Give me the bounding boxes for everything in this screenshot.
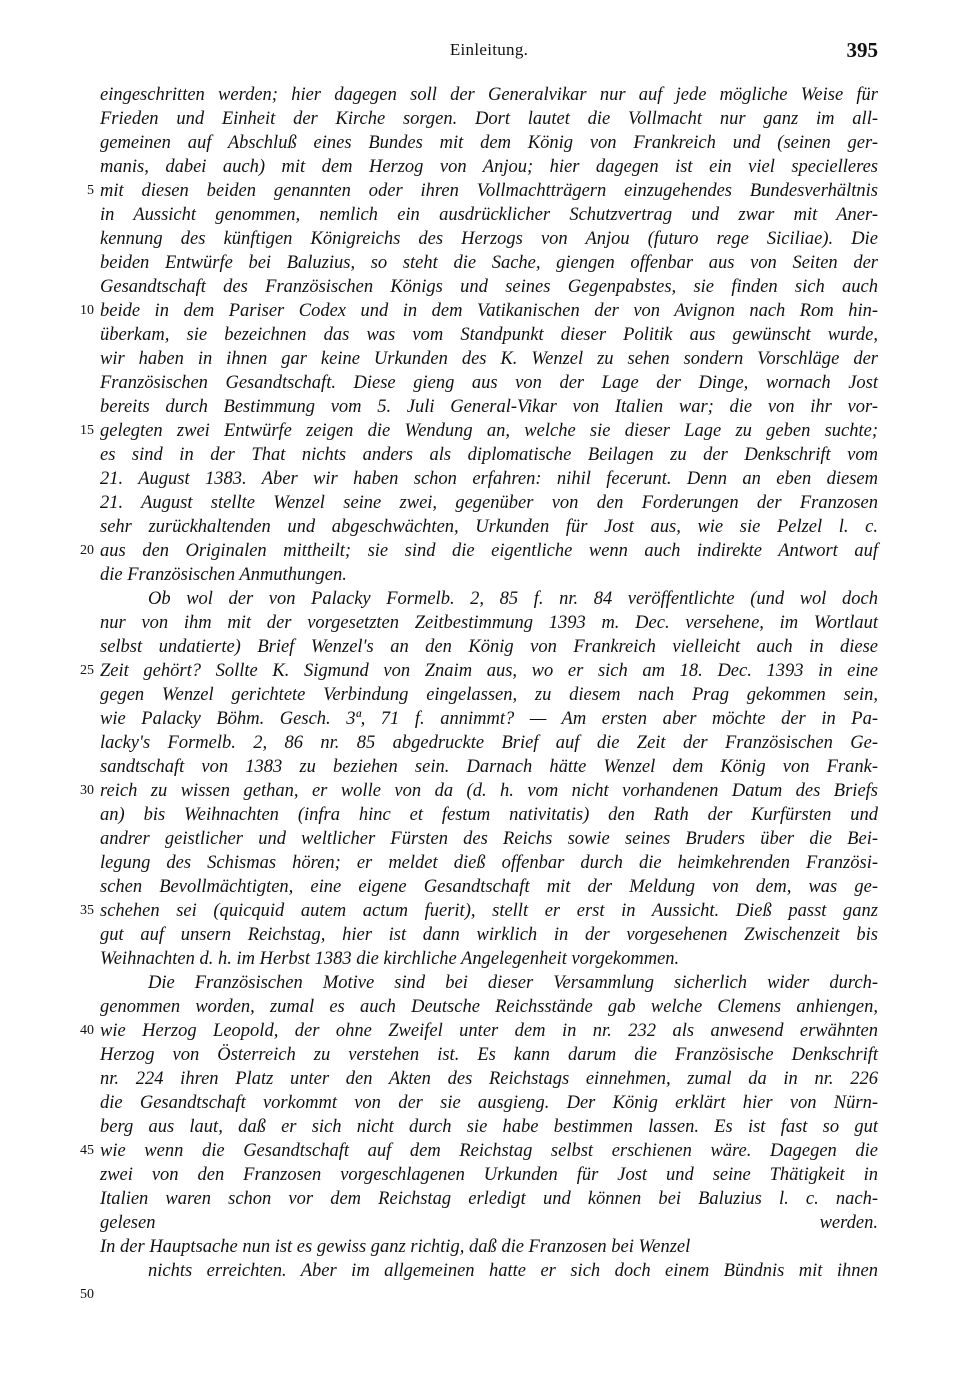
text-line: Ob wol der von Palacky Formelb. 2, 85 f. nr. 84 veröffentlichte (und wol doch <box>148 589 878 609</box>
text-line: In der Hauptsache nun ist es gewiss ganz richtig, daß die Franzosen bei Wenzel <box>100 1237 691 1257</box>
text-line: in Aussicht genommen, nemlich ein ausdrücklicher Schutzvertrag und zwar mit Aner- <box>100 205 878 225</box>
text-line: selbst undatierte) Brief Wenzel's an den König von Frankreich vielleicht auch in diese <box>100 637 878 657</box>
text-line: gelegten zwei Entwürfe zeigen die Wendung an, welche sie dieser Lage zu geben suchte; <box>100 421 878 441</box>
text-line: reich zu wissen gethan, er wolle von da (d. h. vom nicht vorhandenen Datum des Briefs <box>100 781 878 801</box>
text-line: sehr zurückhaltenden und abgeschwächten, Urkunden für Jost aus, wie sie Pelzel l. c. <box>100 517 878 537</box>
text-line: kennung des künftigen Königreichs des Herzogs von Anjou (futuro rege Siciliae). Die <box>100 229 878 249</box>
text-line: beide in dem Pariser Codex und in dem Vatikanischen der von Avignon nach Rom hin- <box>100 301 878 321</box>
text-line: lacky's Formelb. 2, 86 nr. 85 abgedruckte Brief auf die Zeit der Französischen Ge- <box>100 733 878 753</box>
text-line: aus den Originalen mittheilt; sie sind die eigentliche wenn auch indirekte Antwort auf <box>100 541 878 561</box>
line-number: 30 <box>80 783 94 798</box>
text-line: andrer geistlicher und weltlicher Fürsten des Reichs sowie seines Bruders über die Bei- <box>100 829 878 849</box>
text-line: nr. 224 ihren Platz unter den Akten des Reichstags einnehmen, zumal da in nr. 226 <box>100 1069 878 1089</box>
text-line: 21. August 1383. Aber wir haben schon erfahren: nihil fecerunt. Denn an eben diesem <box>100 469 878 489</box>
text-line: 21. August stellte Wenzel seine zwei, gegenüber von den Forderungen der Franzosen <box>100 493 878 513</box>
page-header <box>100 40 878 64</box>
text-line: beiden Entwürfe bei Baluzius, so steht die Sache, giengen offenbar aus von Seiten der <box>100 253 878 273</box>
line-number: 5 <box>87 183 94 198</box>
text-line: schen Bevollmächtigten, eine eigene Gesandtschaft mit der Meldung von dem, was ge- <box>100 877 878 897</box>
text-line: an) bis Weihnachten (infra hinc et festum nativitatis) den Rath der Kurfürsten und <box>100 805 878 825</box>
text-line: Zeit gehört? Sollte K. Sigmund von Znaim aus, wo er sich am 18. Dec. 1393 in eine <box>100 661 878 681</box>
text-line: Herzog von Österreich zu verstehen ist. Es kann darum die Französische Denkschrift <box>100 1045 878 1065</box>
text-line: bereits durch Bestimmung vom 5. Juli General-Vikar von Italien war; die von ihr vor- <box>100 397 878 417</box>
text-line: nur von ihm mit der vorgesetzten Zeitbestimmung 1393 m. Dec. versehene, im Wortlaut <box>100 613 878 633</box>
text-line: wie Herzog Leopold, der ohne Zweifel unter dem in nr. 232 als anwesend erwähnten <box>100 1021 878 1041</box>
text-line: gelesen werden. <box>100 1213 878 1233</box>
text-line: die Gesandtschaft vorkommt von der sie ausgieng. Der König erklärt hier von Nürn- <box>100 1093 878 1113</box>
text-line: schehen sei (quicquid autem actum fuerit), stellt er erst in Aussicht. Dieß passt ganz <box>100 901 878 921</box>
text-line: Italien waren schon vor dem Reichstag erledigt und können bei Baluzius l. c. nach- <box>100 1189 878 1209</box>
text-line: Weihnachten d. h. im Herbst 1383 die kirchliche Angelegenheit vorgekommen. <box>100 949 680 969</box>
text-line: gut auf unsern Reichstag, hier ist dann wirklich in der vorgesehenen Zwischenzeit bis <box>100 925 878 945</box>
running-head: Einleitung. <box>449 40 529 59</box>
text-line: wir haben in ihnen gar keine Urkunden des K. Wenzel zu sehen sondern Vorschläge der <box>100 349 878 369</box>
text-line: es sind in der That nichts anders als diplomatische Beilagen zu der Denkschrift vom <box>100 445 878 465</box>
text-line: manis, dabei auch) mit dem Herzog von Anjou; hier dagegen ist ein viel specielleres <box>100 157 878 177</box>
text-line: nichts erreichten. Aber im allgemeinen hatte er sich doch einem Bündnis mit ihnen <box>148 1261 878 1281</box>
line-number: 40 <box>80 1023 94 1038</box>
text-line: sandtschaft von 1383 zu beziehen sein. Darnach hätte Wenzel dem König von Frank- <box>100 757 878 777</box>
line-number: 15 <box>80 423 94 438</box>
text-line: wie Palacky Böhm. Gesch. 3ª, 71 f. annimmt? — Am ersten aber möchte der in Pa- <box>100 709 878 729</box>
text-line: Frieden und Einheit der Kirche sorgen. Dort lautet die Vollmacht nur ganz im all- <box>100 109 878 129</box>
text-line: gemeinen auf Abschluß eines Bundes mit dem König von Frankreich und (seinen ger- <box>100 133 878 153</box>
line-number: 10 <box>80 303 94 318</box>
text-line: wie wenn die Gesandtschaft auf dem Reichstag selbst erschienen wäre. Dagegen die <box>100 1141 878 1161</box>
line-number: 50 <box>80 1287 94 1302</box>
text-line: zwei von den Franzosen vorgeschlagenen Urkunden für Jost und seine Thätigkeit in <box>100 1165 878 1185</box>
text-line: berg aus laut, daß er sich nicht durch sie habe bestimmen lassen. Es ist fast so gut <box>100 1117 878 1137</box>
line-number: 20 <box>80 543 94 558</box>
text-line: mit diesen beiden genannten oder ihren Vollmachtträgern einzugehendes Bundesverhältnis <box>100 181 878 201</box>
line-number: 35 <box>80 903 94 918</box>
line-number: 25 <box>80 663 94 678</box>
text-line: gegen Wenzel gerichtete Verbindung eingelassen, zu diesem nach Prag gekommen sein, <box>100 685 878 705</box>
text-line: eingeschritten werden; hier dagegen soll der Generalvikar nur auf jede mögliche Weise für <box>100 85 878 105</box>
page-number: 395 <box>846 38 878 62</box>
text-line: Die Französischen Motive sind bei dieser Versammlung sicherlich wider durch- <box>148 973 878 993</box>
text-line: überkam, sie bezeichnen das was vom Standpunkt dieser Politik aus gewünscht wurde, <box>100 325 878 345</box>
line-number: 45 <box>80 1143 94 1158</box>
text-line: die Französischen Anmuthungen. <box>100 565 347 585</box>
text-line <box>100 1282 878 1308</box>
text-line: Französischen Gesandtschaft. Diese gieng aus von der Lage der Dinge, wornach Jost <box>100 373 878 393</box>
text-line: genommen worden, zumal es auch Deutsche Reichsstände gab welche Clemens anhiengen, <box>100 997 878 1017</box>
text-line: legung des Schismas hören; er meldet dieß offenbar durch die heimkehrenden Französi- <box>100 853 878 873</box>
text-line: Gesandtschaft des Französischen Königs und seines Gegenpabstes, sie finden sich auch <box>100 277 878 297</box>
